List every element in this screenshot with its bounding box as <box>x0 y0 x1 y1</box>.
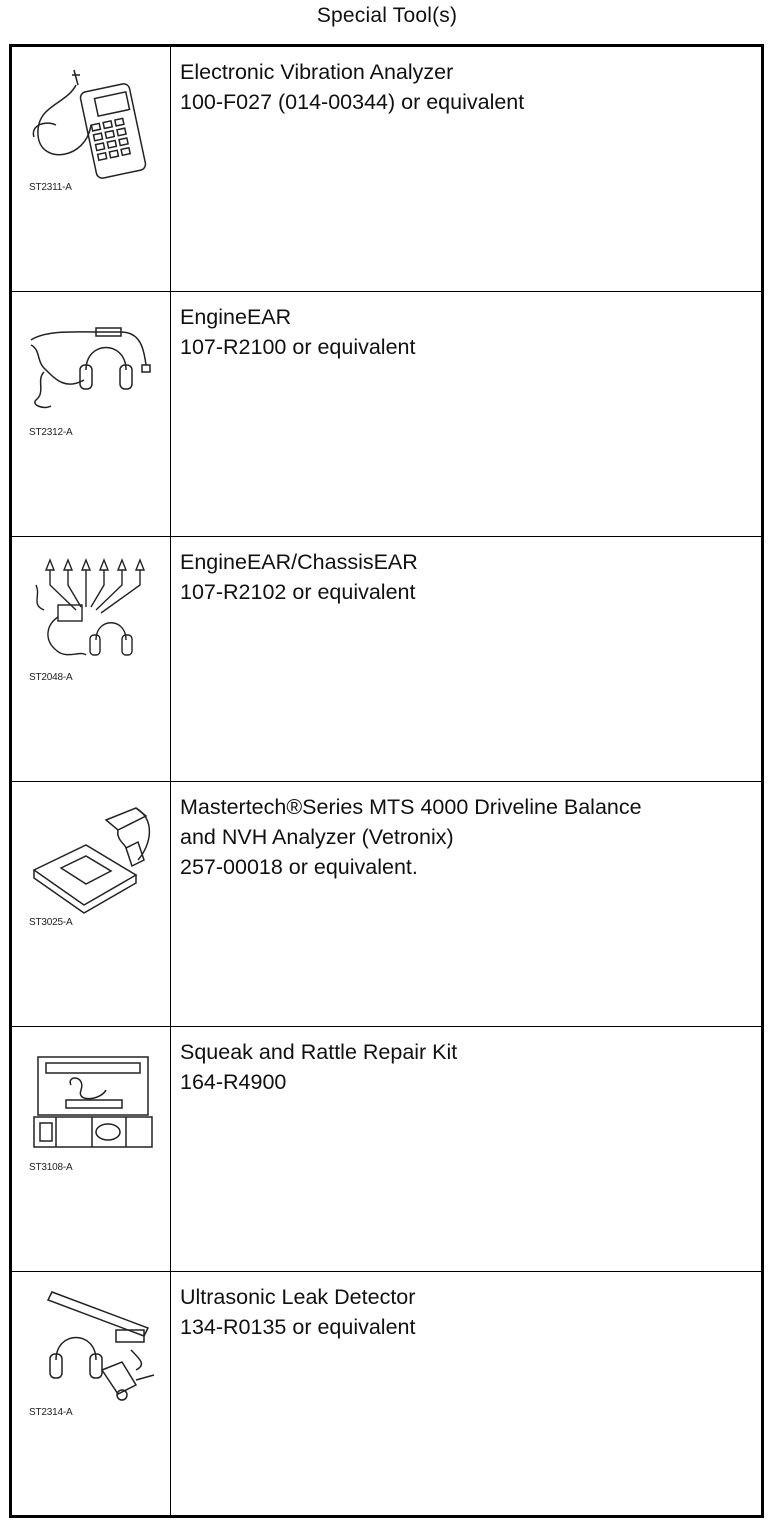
tool-part-number: 164-R4900 <box>180 1070 287 1094</box>
tool-description <box>180 57 753 117</box>
ultrasonic-leak-detector-icon <box>26 1290 156 1405</box>
mts-4000-analyzer-icon <box>26 800 156 915</box>
tool-part-number: 134-R0135 or equivalent <box>180 1315 416 1339</box>
table-row <box>12 537 761 782</box>
tool-description <box>180 547 753 607</box>
tool-name: Ultrasonic Leak Detector <box>180 1285 416 1309</box>
tool-image-cell <box>12 292 170 536</box>
tool-description <box>180 302 753 362</box>
engine-ear-icon <box>26 310 156 425</box>
special-tools-table <box>9 44 764 1518</box>
squeak-rattle-kit-icon <box>26 1045 156 1160</box>
tool-code: ST2312-A <box>29 427 73 438</box>
tool-description <box>180 1282 753 1342</box>
tool-code: ST3025-A <box>29 917 73 928</box>
tool-image-cell <box>12 47 170 291</box>
tool-description <box>180 1037 753 1097</box>
tool-name: Mastertech®Series MTS 4000 Driveline Balance <box>180 795 642 819</box>
table-row <box>12 782 761 1027</box>
tool-description <box>180 792 753 882</box>
page-title: Special Tool(s) <box>316 4 458 27</box>
tool-image-cell <box>12 1027 170 1271</box>
tool-name: Electronic Vibration Analyzer <box>180 60 454 84</box>
table-row <box>12 47 761 292</box>
tool-part-number: 100-F027 (014-00344) or equivalent <box>180 90 525 114</box>
tool-part-number: 107-R2100 or equivalent <box>180 335 416 359</box>
tool-image-cell <box>12 537 170 781</box>
engine-chassis-ear-icon <box>26 555 156 670</box>
tool-code: ST2048-A <box>29 672 73 683</box>
tool-name: EngineEAR/ChassisEAR <box>180 550 418 574</box>
tool-image-cell <box>12 1272 170 1516</box>
tool-part-number: 107-R2102 or equivalent <box>180 580 416 604</box>
tool-image-cell <box>12 782 170 1026</box>
tool-code: ST2314-A <box>29 1407 73 1418</box>
tool-part-number: 257-00018 or equivalent. <box>180 855 418 879</box>
tool-code: ST2311-A <box>29 182 72 193</box>
table-row <box>12 292 761 537</box>
table-row <box>12 1272 761 1517</box>
tool-name-continued: and NVH Analyzer (Vetronix) <box>180 825 454 849</box>
vibration-analyzer-icon <box>26 65 156 180</box>
tool-code: ST3108-A <box>29 1162 73 1173</box>
table-row <box>12 1027 761 1272</box>
tool-name: EngineEAR <box>180 305 292 329</box>
tool-name: Squeak and Rattle Repair Kit <box>180 1040 458 1064</box>
